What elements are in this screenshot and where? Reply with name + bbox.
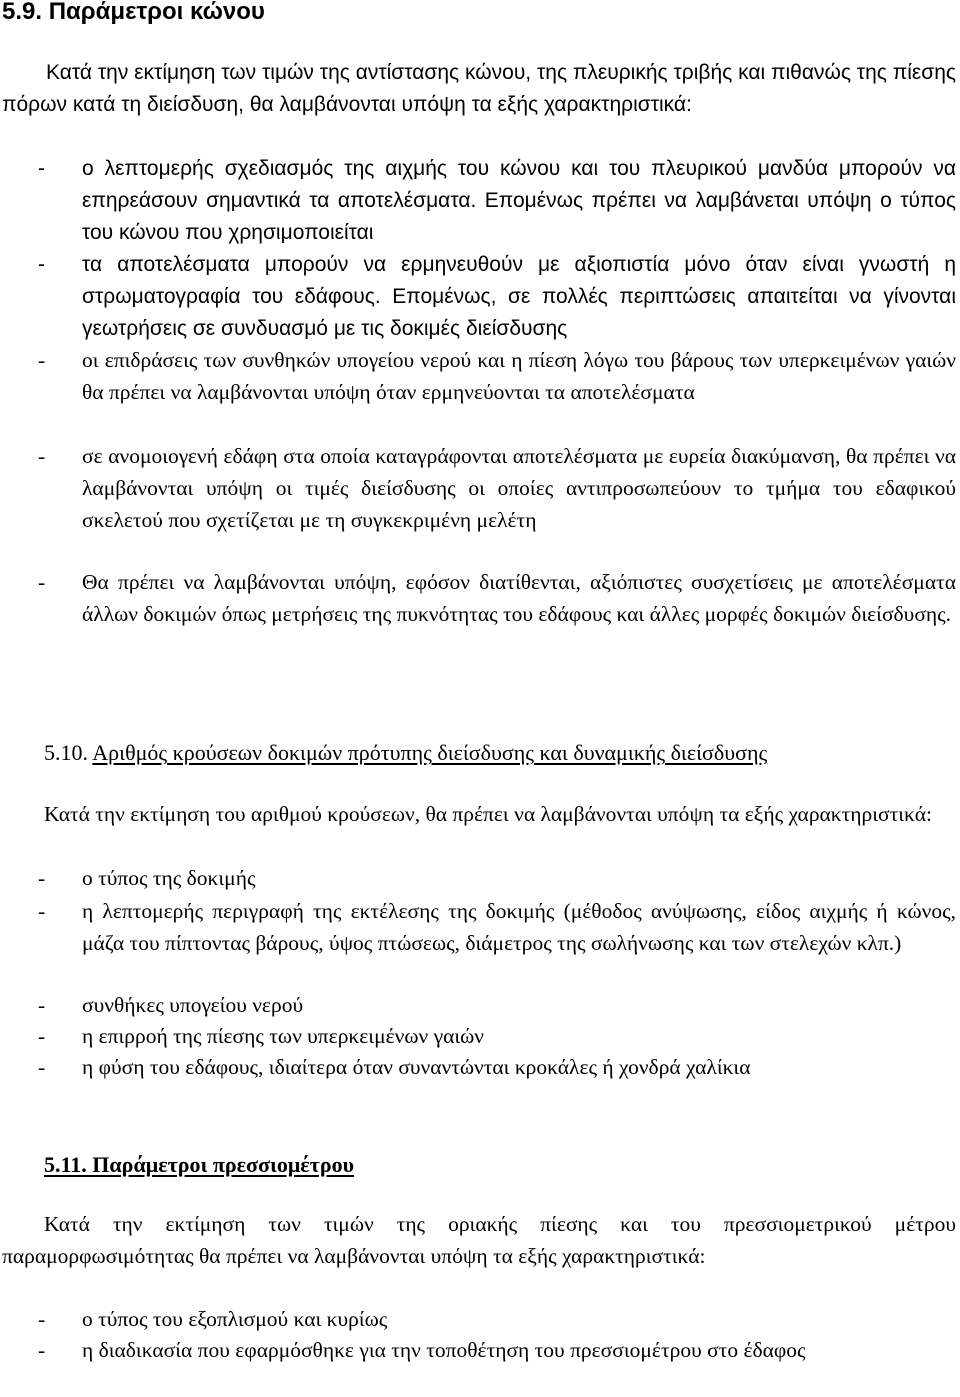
list-item-text: η λεπτομερής περιγραφή της εκτέλεσης της δοκιμής (μέθοδος ανύψωσης, είδος αιχμής ή κώνος, μάζα του πίπτοντας βάρους, ύψος πτώσεως, διάμετρος της σωλήνωσης και των στελεχών κλπ.) — [82, 899, 956, 956]
section-5-10-heading — [44, 738, 767, 768]
list-bullet: - — [38, 570, 46, 594]
section-5-10-title: Αριθμός κρούσεων δοκιμών πρότυπης διείσδυσης και δυναμικής διείσδυσης — [92, 740, 768, 765]
list-item — [38, 249, 956, 346]
list-item-text: ο τύπος της δοκιμής — [82, 866, 256, 890]
section-5-11-title: 5.11. Παράμετροι πρεσσιομέτρου — [44, 1152, 355, 1177]
list-item-text: συνθήκες υπογείου νερού — [82, 993, 304, 1017]
list-item-text: η διαδικασία που εφαρμόσθηκε για την τοποθέτηση του πρεσσιομέτρου στο έδαφος — [82, 1338, 806, 1362]
list-bullet: - — [38, 1024, 46, 1048]
list-bullet: - — [38, 993, 46, 1017]
list-item-text: σε ανομοιογενή εδάφη στα οποία καταγράφονται αποτελέσματα με ευρεία διακύμανση, θα πρέπει να λαμβάνονται υπόψη οι τιμές διείσδυσης οι οποίες αντιπροσωπεύουν το τμήμα του εδαφικού σκελετού που σχετίζεται με τη συγκεκριμένη μελέτη — [82, 444, 956, 533]
list-item — [38, 895, 956, 959]
list-item-text: η φύση του εδάφους, ιδιαίτερα όταν συναντώνται κροκάλες ή χονδρά χαλίκια — [82, 1055, 751, 1079]
list-bullet: - — [38, 866, 46, 890]
list-bullet: - — [38, 348, 46, 372]
list-item — [38, 989, 956, 1021]
list-item-text: ο λεπτομερής σχεδιασμός της αιχμής του κώνου και του πλευρικού μανδύα μπορούν να επηρεάσουν σημαντικά τα αποτελέσματα. Επομένως πρέπει να λαμβάνεται υπόψη ο τύπος του κώνου που χρησιμοποιείται — [82, 157, 956, 245]
list-item-text: τα αποτελέσματα μπορούν να ερμηνευθούν με αξιοπιστία μόνο όταν είναι γνωστή η στρωματογραφία του εδάφους. Επομένως, σε πολλές περιπτώσεις απαιτείται να γίνονται γεωτρήσεις σε συνδυασμό με τις δοκιμές διείσδυσης — [82, 253, 956, 341]
list-bullet: - — [38, 899, 46, 923]
list-item — [38, 1051, 956, 1083]
section-5-10-number: 5.10. — [44, 740, 88, 765]
list-item — [38, 440, 956, 537]
list-bullet: - — [38, 1338, 46, 1362]
section-5-9-title: 5.9. Παράμετροι κώνου — [2, 0, 265, 25]
list-item-text: ο τύπος του εξοπλισμού και κυρίως — [82, 1307, 388, 1331]
section-5-10-intro: Κατά την εκτίμηση του αριθμού κρούσεων, θα πρέπει να λαμβάνονται υπόψη τα εξής χαρακτηριστικά: — [44, 802, 932, 826]
list-item — [38, 1334, 956, 1366]
list-item — [38, 1020, 956, 1052]
list-bullet: - — [38, 253, 45, 276]
list-bullet: - — [38, 1307, 46, 1331]
list-bullet: - — [38, 444, 46, 468]
list-item — [38, 862, 956, 894]
list-item-text: η επιρροή της πίεσης των υπερκειμένων γαιών — [82, 1024, 485, 1048]
list-bullet: - — [38, 157, 45, 180]
list-item-text: οι επιδράσεις των συνθηκών υπογείου νερού και η πίεση λόγω του βάρους των υπερκειμένων γαιών θα πρέπει να λαμβάνονται υπόψη όταν ερμηνεύονται τα αποτελέσματα — [82, 348, 956, 405]
list-item — [38, 1303, 956, 1335]
list-item-text: Θα πρέπει να λαμβάνονται υπόψη, εφόσον διατίθενται, αξιόπιστες συσχετίσεις με αποτελέσματα άλλων δοκιμών όπως μετρήσεις της πυκνότητας του εδάφους και άλλες μορφές δοκιμών διείσδυσης. — [82, 570, 956, 627]
section-5-11-heading — [44, 1150, 354, 1180]
list-bullet: - — [38, 1055, 46, 1079]
list-item — [38, 344, 956, 408]
section-5-11-intro: Κατά την εκτίμηση των τιμών της οριακής πίεσης και του πρεσσιομετρικού μέτρου παραμορφωσιμότητας θα πρέπει να λαμβάνονται υπόψη τα εξής χαρακτηριστικά: — [2, 1212, 956, 1269]
list-item — [38, 153, 956, 250]
list-item — [38, 566, 956, 630]
section-5-9-intro: Κατά την εκτίμηση των τιμών της αντίστασης κώνου, της πλευρικής τριβής και πιθανώς της πίεσης πόρων κατά τη διείσδυση, θα λαμβάνονται υπόψη τα εξής χαρακτηριστικά: — [2, 61, 957, 117]
